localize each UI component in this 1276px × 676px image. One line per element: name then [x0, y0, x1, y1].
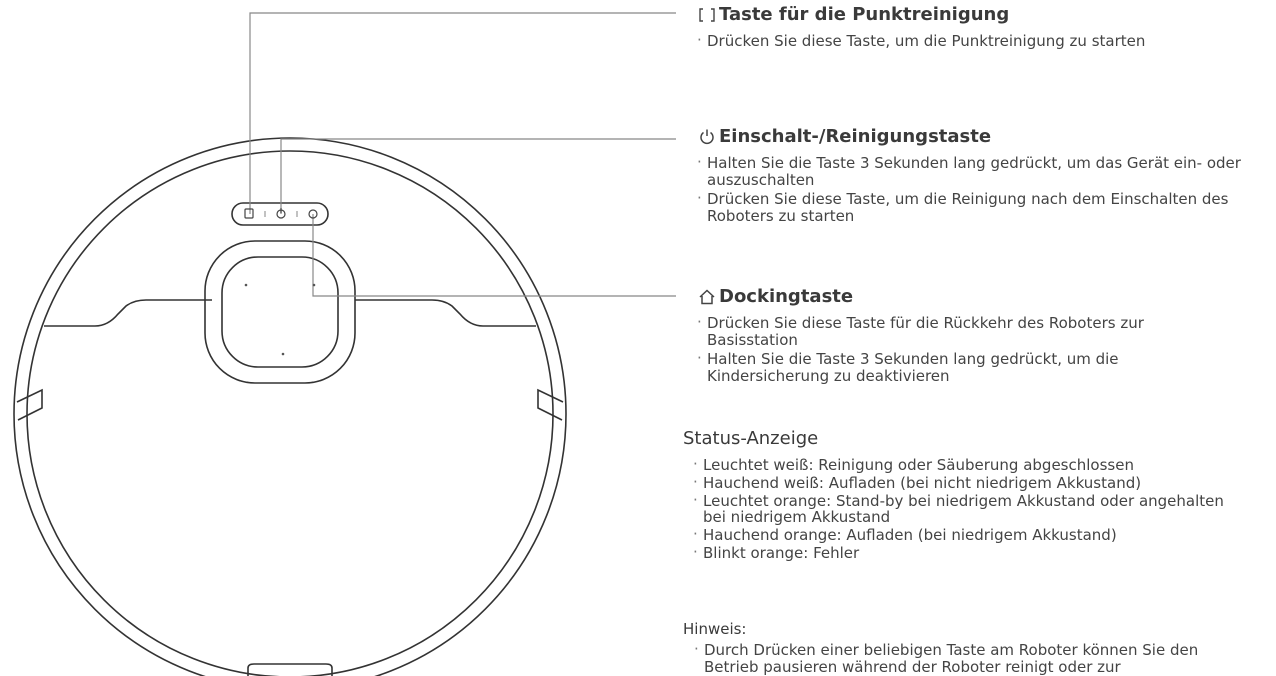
robot-inner-ring: [27, 151, 553, 676]
power-button-bullet-1: · Halten Sie die Taste 3 Sekunden lang gedrückt, um das Gerät ein- oder auszuschalten: [697, 155, 1267, 189]
status-item-2: · Hauchend weiß: Aufladen (bei nicht niedrigem Akkustand): [693, 475, 1243, 491]
leader-line-dock: [313, 214, 676, 296]
status-item-3: · Leuchtet orange: Stand-by bei niedrigem Akkustand oder angehalten bei niedrigem Akkustand: [693, 493, 1243, 525]
leader-line-power: [281, 139, 676, 214]
power-button-heading: [697, 126, 1267, 148]
lidar-turret-inner: [222, 257, 338, 367]
bumper-right-edge: [538, 390, 563, 420]
status-item-1: · Leuchtet weiß: Reinigung oder Säuberung abgeschlossen: [693, 457, 1243, 473]
note-title: Hinweis:: [683, 620, 747, 638]
spot-button-title: Taste für die Punktreinigung: [719, 4, 1010, 25]
leader-line-spot: [250, 13, 676, 214]
lidar-turret-outer: [205, 241, 355, 383]
power-button-block: [697, 126, 1267, 227]
status-item-4: · Hauchend orange: Aufladen (bei niedrigem Akkustand): [693, 527, 1243, 543]
home-icon: [697, 287, 717, 307]
status-title: Status-Anzeige: [683, 428, 819, 449]
dock-button-heading: [697, 286, 1217, 308]
dock-button-bullet-1: · Drücken Sie diese Taste für die Rückkehr des Roboters zur Basisstation: [697, 315, 1217, 349]
bottom-tab: [248, 664, 332, 676]
power-button-bullet-2: · Drücken Sie diese Taste, um die Reinigung nach dem Einschalten des Roboters zu starten: [697, 191, 1267, 225]
status-item-5: · Blinkt orange: Fehler: [693, 545, 1243, 561]
status-indicator-block: [683, 428, 1243, 563]
dock-button-block: [697, 286, 1217, 387]
power-icon: [697, 127, 717, 147]
top-cover-line: [44, 300, 536, 326]
dock-button-title: Dockingtaste: [719, 286, 854, 307]
note-block: [683, 620, 1243, 638]
dock-button-bullet-2: · Halten Sie die Taste 3 Sekunden lang gedrückt, um die Kindersicherung zu deaktivieren: [697, 351, 1217, 385]
robot-outer-ring: [14, 138, 566, 676]
spot-button-heading: [697, 4, 1276, 26]
panel-spot-icon: [245, 209, 253, 218]
bumper-left-edge: [17, 390, 42, 420]
spot-button-block: [697, 4, 1276, 52]
note-text: · Durch Drücken einer beliebigen Taste am Roboter können Sie den Betrieb pausieren während der Roboter reinigt oder zur: [694, 642, 1254, 676]
spot-cleaning-brackets-icon: [697, 5, 717, 25]
spot-button-bullet-1: · Drücken Sie diese Taste, um die Punktreinigung zu starten: [697, 33, 1276, 50]
power-button-title: Einschalt-/Reinigungstaste: [719, 126, 992, 147]
